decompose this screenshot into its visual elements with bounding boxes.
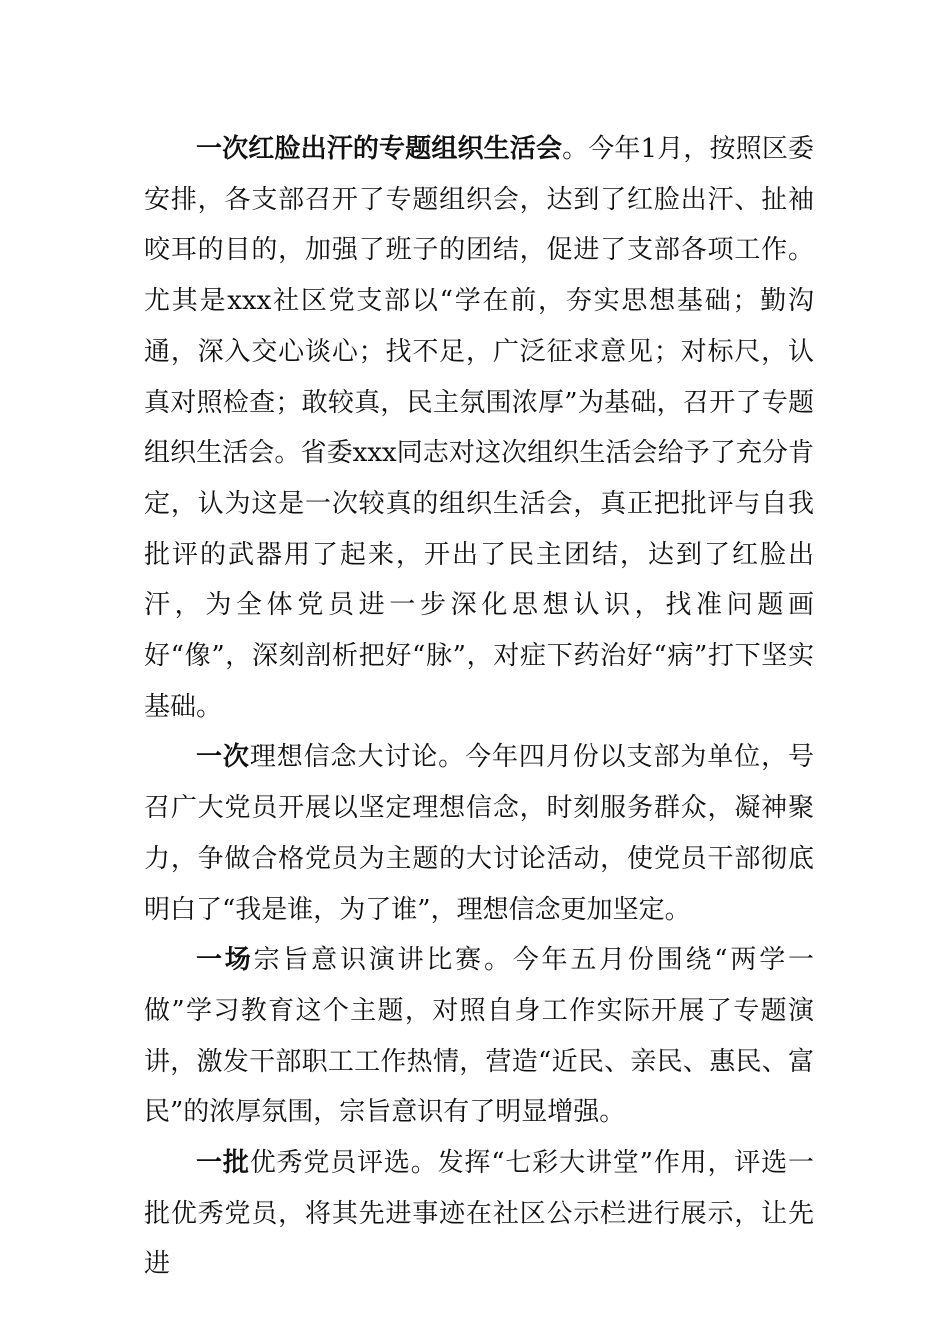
paragraph-text: 宗旨意识演讲比赛。今年五月份围绕“两学一做”学习教育这个主题，对照自身工作实际开展了专题演讲，激发干部职工工作热情，营造“近民、亲民、惠民、富民”的浓厚氛围，宗旨意识有了明显增强。	[144, 945, 814, 1128]
paragraph-text: 优秀党员评选。发挥“七彩大讲堂”作用，评选一批优秀党员，将其先进事迹在社区公示栏进行展示，让先进	[144, 1148, 814, 1280]
paragraph-speech-contest	[144, 935, 814, 1138]
paragraph-organization-meeting	[144, 124, 814, 732]
paragraph-ideals-discussion	[144, 732, 814, 935]
paragraph-lead: 一次	[196, 742, 250, 773]
paragraph-lead: 一次红脸出汗的专题组织生活会	[196, 134, 563, 164]
paragraph-text: 理想信念大讨论。今年四月份以支部为单位，号召广大党员开展以坚定理想信念，时刻服务群众，凝神聚力，争做合格党员为主题的大讨论活动，使党员干部彻底明白了“我是谁，为了谁”，理想信念更加坚定。	[144, 742, 814, 925]
paragraph-text: 。今年1月，按照区委安排，各支部召开了专题组织会，达到了红脸出汗、扯袖咬耳的目的，加强了班子的团结，促进了支部各项工作。尤其是xxx社区党支部以“学在前，夯实思想基础；勤沟通，深入交心谈心；找不足，广泛征求意见；对标尺，认真对照检查；敢较真，民主氛围浓厚”为基础，召开了专题组织生活会。省委xxx同志对这次组织生活会给予了充分肯定，认为这是一次较真的组织生活会，真正把批评与自我批评的武器用了起来，开出了民主团结，达到了红脸出汗，为全体党员进一步深化思想认识，找准问题画好“像”，深刻剖析把好“脉”，对症下药治好“病”打下坚实基础。	[144, 134, 814, 722]
paragraph-party-member-selection	[144, 1138, 814, 1290]
paragraph-lead: 一批	[196, 1148, 250, 1179]
document-body	[144, 124, 814, 1290]
paragraph-lead: 一场	[196, 945, 254, 976]
